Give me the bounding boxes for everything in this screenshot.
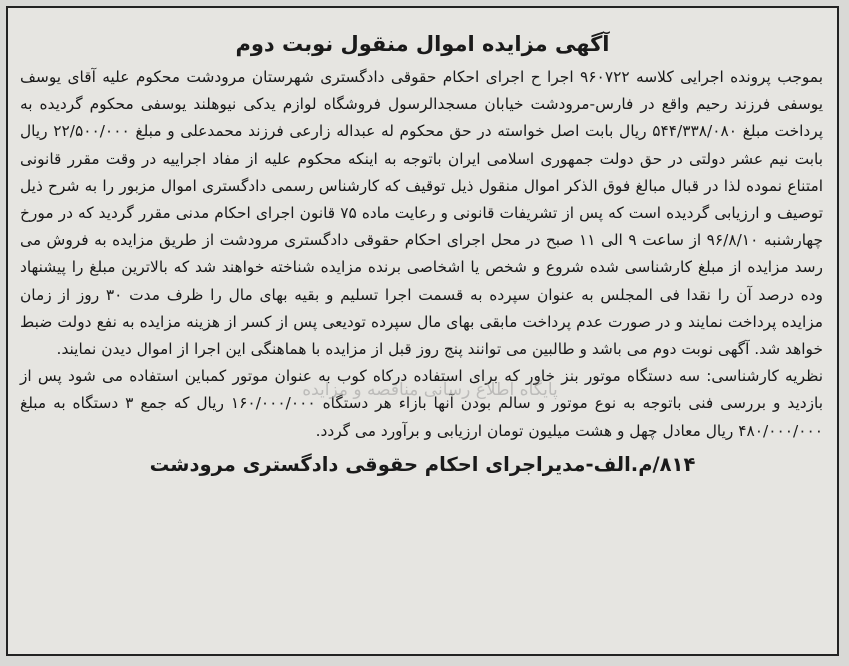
watermark-text: پایگاه اطلاع رسانی مناقصه و مزایده [302, 380, 558, 400]
notice-main-paragraph: بموجب پرونده اجرایی کلاسه ۹۶۰۷۲۲ اجرا ح اجرای احکام حقوقی دادگستری شهرستان مرودشت محکوم علیه آقای یوسف یوسفی فرزند رحیم واقع در فارس-مرودشت خیابان مسجدالرسول فروشگاه لوازم یدکی نیوهلند یوسفی محکوم گردیده به پرداخت مبلغ ۵۴۴/۳۳۸/۰۸۰ ریال بابت اصل خواسته در حق محکوم له عبداله زارعی فرزند محمدعلی و مبلغ ۲۲/۵۰۰/۰۰۰ ریال بابت نیم عشر دولتی در حق دولت جمهوری اسلامی ایران باتوجه به اینکه محکوم علیه از مفاد اجراییه در وقت مقرر قانونی امتناع نموده لذا در قبال مبالغ فوق الذکر اموال منقول ذیل توقیف که کارشناس رسمی دادگستری اموال مزبور را به شرح ذیل توصیف و ارزیابی گردیده است که پس از تشریفات قانونی و رعایت ماده ۷۵ قانون اجرای احکام مدنی مقرر گردید که در مورخ چهارشنبه ۹۶/۸/۱۰ از ساعت ۹ الی ۱۱ صبح در محل اجرای احکام حقوقی دادگستری مرودشت از طریق مزایده به فروش می رسد مزایده از مبلغ کارشناسی شده شروع و شخص یا اشخاصی برنده مزایده شناخته خواهند شد که بالاترین مبلغ را پیشنهاد وده درصد آن را نقدا فی المجلس به عنوان سپرده به قسمت اجرا تسلیم و بقیه بهای مال را ظرف مدت ۳۰ روز از زمان مزایده پرداخت نمایند و در صورت عدم پرداخت مابقی بهای مال سپرده تودیعی پس از کسر از هزینه مزایده به نفع دولت ضبط خواهد شد. آگهی نوبت دوم می باشد و طالبین می توانند پنج روز قبل از مزایده با هماهنگی این اجرا از اموال دیدن نمایند. [20, 68, 824, 359]
notice-signature: ۸۱۴/م.الف-مدیراجرای احکام حقوقی دادگستری مرودشت [149, 452, 696, 476]
appraisal-paragraph: نظریه کارشناسی: سه دستگاه موتور بنز خاور که برای استفاده درکاه کوب به عنوان موتور کمباین استفاده می شود پس از بازدید و بررسی فنی باتوجه به نوع موتور و سالم بودن آنها بازاء هر دستگاه ۱۶۰/۰۰۰/۰۰۰ ریال که جمع ۳ دستگاه به مبلغ ۴۸۰/۰۰۰/۰۰۰ ریال معادل چهل و هشت میلیون تومان ارزیابی و برآورد می گردد. [20, 367, 823, 440]
auction-notice [6, 6, 839, 656]
notice-title: آگهی مزایده اموال منقول نوبت دوم [235, 32, 610, 56]
notice-body [8, 64, 837, 445]
